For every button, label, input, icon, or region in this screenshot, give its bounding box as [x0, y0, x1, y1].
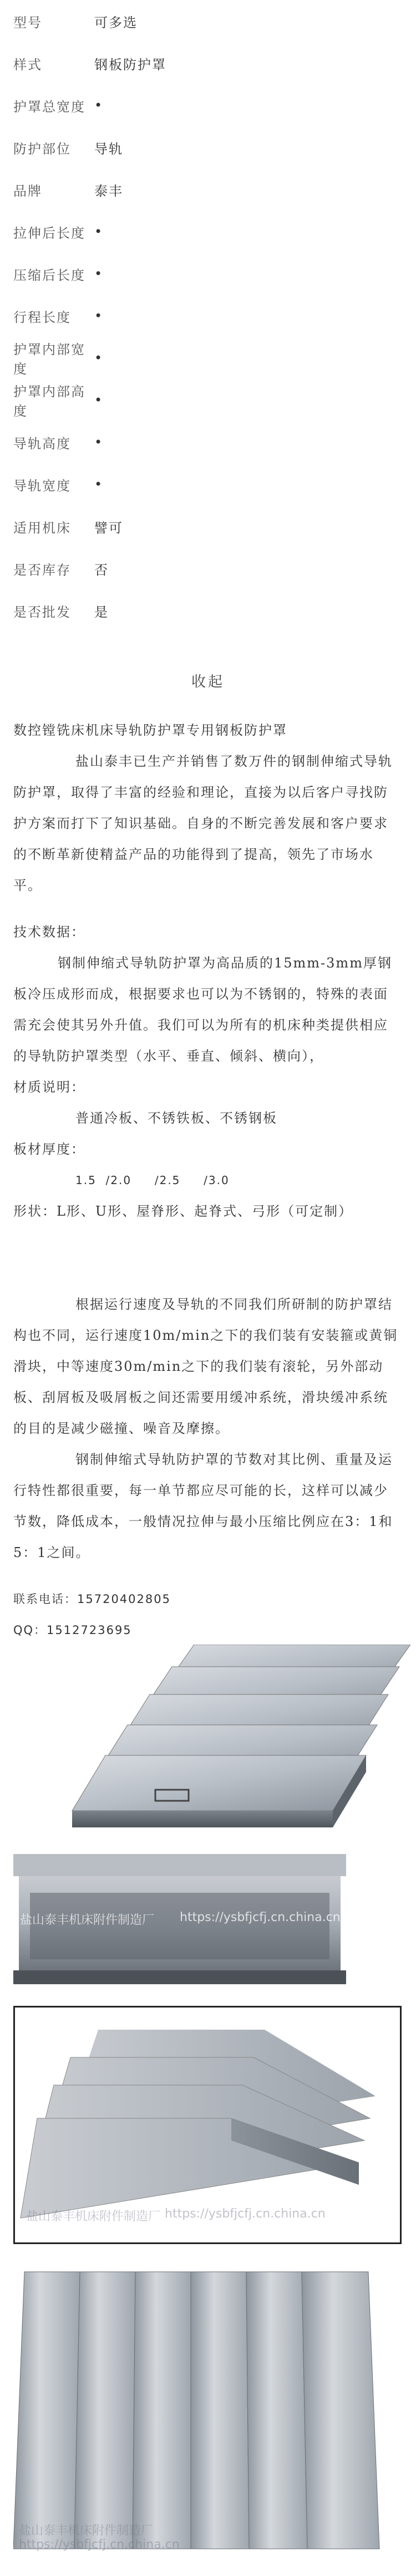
spec-row — [0, 463, 416, 505]
shape-line: 形状：L形、U形、屋脊形、起脊式、弓形（可定制） — [13, 1204, 353, 1219]
spec-value: • — [94, 98, 104, 113]
product-photo-4 — [13, 2261, 390, 2560]
product-photo-3 — [13, 2006, 402, 2244]
spec-value: • — [94, 477, 104, 492]
steel-cover-image — [67, 1645, 410, 1836]
material-heading: 材质说明： — [13, 1079, 85, 1095]
spec-label: 适用机床 — [13, 520, 71, 536]
tech-heading: 技术数据： — [13, 924, 85, 940]
spec-value: 可多选 — [94, 14, 138, 30]
spec-value: 譬可 — [94, 520, 123, 536]
straight-cover-image — [13, 2261, 390, 2560]
spec-label: 护罩总宽度 — [13, 99, 85, 115]
collapse-link[interactable]: 收起 — [191, 674, 225, 690]
speed-paragraph: 根据运行速度及导轨的不同我们所研制的防护罩结构也不同，运行速度10m/min之下的我们装有安装箍或黄铜滑块，中等速度30m/min之下的我们装有滚轮，另外部动板、刮屑板及吸屑板之间还需要用缓冲系统，滑块缓冲系统的目的是减少磁撞、噪音及摩擦。 — [13, 1297, 398, 1436]
spec-value: • — [94, 434, 104, 450]
spec-label: 拉伸后长度 — [13, 225, 85, 241]
spec-row — [0, 211, 416, 253]
intro-paragraph: 盐山泰丰已生产并销售了数万件的钢制伸缩式导轨防护罩，取得了丰富的经验和理论，直接为以后客户寻找防护方案而打下了知识基础。自身的不断完善发展和客户要求的不断革新使精益产品的功能得到了提高，领先了市场水平。 — [13, 754, 393, 893]
watermark-url: https://ysbfjcfj.cn.china.cn — [180, 1911, 341, 1924]
spec-value: • — [94, 224, 104, 239]
watermark-url: https://ysbfjcfj.cn.china.cn — [165, 2207, 326, 2221]
spec-label: 品牌 — [13, 183, 42, 199]
spec-value: • — [94, 266, 104, 281]
spec-row — [0, 0, 416, 42]
product-photo-1 — [67, 1645, 410, 1836]
spec-value: 否 — [94, 562, 109, 578]
spec-value: 是 — [94, 604, 109, 620]
spec-label: 是否库存 — [13, 562, 71, 578]
spec-row — [0, 421, 416, 463]
spec-label: 是否批发 — [13, 604, 71, 620]
spec-row — [0, 295, 416, 337]
product-description — [13, 715, 402, 1646]
spec-row — [0, 590, 416, 632]
spec-value: 导轨 — [94, 141, 123, 157]
spec-row — [0, 337, 416, 379]
spec-label: 压缩后长度 — [13, 267, 85, 283]
spec-label: 导轨高度 — [13, 436, 71, 452]
spec-row — [0, 168, 416, 211]
spec-label: 型号 — [13, 14, 42, 30]
contact-qq: QQ：1512723695 — [13, 1624, 132, 1637]
thickness-values: 1.5 /2.0 /2.5 /3.0 — [75, 1174, 230, 1187]
spec-row — [0, 126, 416, 168]
watermark-text: 盐山泰丰机床附件制造厂 — [19, 2524, 154, 2538]
spec-value: • — [94, 308, 104, 324]
product-photo-2 — [13, 1843, 346, 1984]
spec-label: 行程长度 — [13, 309, 71, 325]
watermark-url: https://ysbfjcfj.cn.china.cn — [19, 2538, 180, 2552]
material-line: 普通冷板、不锈铁板、不锈钢板 — [75, 1110, 277, 1126]
spec-row — [0, 379, 416, 421]
spec-row — [0, 42, 416, 84]
spec-row — [0, 84, 416, 126]
spec-value: 泰丰 — [94, 183, 123, 199]
spec-row — [0, 253, 416, 295]
ratio-paragraph: 钢制伸缩式导轨防护罩的节数对其比例、重量及运行特性都很重要，每一单节都应尽可能的长，这样可以减少节数，降低成本，一般情况拉伸与最小压缩比例应在3：1和5：1之间。 — [13, 1452, 393, 1560]
watermark-text: 盐山泰丰机床附件制造厂 — [26, 2210, 161, 2224]
contact-phone: 联系电话：15720402805 — [13, 1592, 171, 1606]
spec-row — [0, 547, 416, 590]
spec-table — [0, 0, 416, 632]
thickness-heading: 板材厚度： — [13, 1141, 85, 1157]
tech-paragraph: 钢制伸缩式导轨防护罩为高品质的15mm-3mm厚钢板冷压成形而成，根据要求也可以为不锈钢的，特殊的表面需充会使其另外升值。我们可以为所有的机床种类提供相应的导轨防护罩类型（水平、垂直、倾斜、横向）， — [13, 955, 392, 1064]
article-title-line: 数控镗铣床机床导轨防护罩专用钢板防护罩 — [13, 723, 287, 738]
spec-row — [0, 505, 416, 547]
spec-label: 防护部位 — [13, 141, 71, 157]
spec-label: 导轨宽度 — [13, 478, 71, 494]
spec-label: 护罩内部宽度 — [13, 342, 85, 377]
watermark-text: 盐山泰丰机床附件制造厂 — [20, 1913, 155, 1927]
spec-value: • — [94, 392, 104, 408]
spec-label: 护罩内部高度 — [13, 384, 85, 419]
spec-value: 钢板防护罩 — [94, 57, 166, 73]
spec-value: • — [94, 350, 104, 366]
spec-label: 样式 — [13, 57, 42, 73]
